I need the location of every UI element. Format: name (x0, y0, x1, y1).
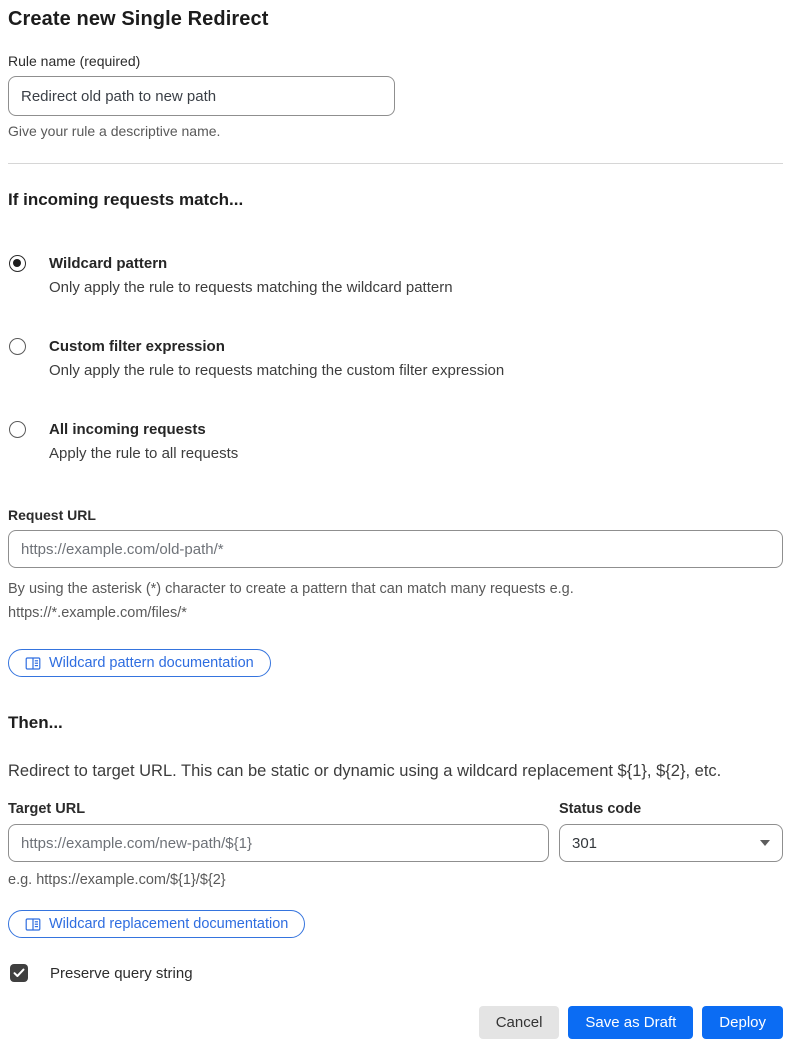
rule-name-label: Rule name (required) (8, 53, 141, 69)
status-code-value: 301 (572, 834, 598, 852)
then-section-heading: Then... (8, 713, 63, 732)
radio-button-icon[interactable] (9, 421, 26, 438)
then-description: Redirect to target URL. This can be static or dynamic using a wildcard replacement ${1}, ${2}, etc. (8, 762, 722, 780)
radio-option-label: Wildcard pattern (49, 255, 168, 272)
radio-option-description: Only apply the rule to requests matching the wildcard pattern (49, 279, 453, 296)
request-url-input[interactable] (8, 530, 783, 568)
match-type-radio-group (8, 254, 783, 465)
radio-option-label: Custom filter expression (49, 338, 225, 355)
radio-option-custom-filter[interactable] (8, 337, 783, 382)
target-url-help: e.g. https://example.com/${1}/${2} (8, 872, 226, 888)
radio-option-description: Apply the rule to all requests (49, 445, 239, 462)
target-url-input[interactable] (8, 824, 549, 862)
checkbox-checked-icon[interactable] (10, 964, 28, 982)
radio-button-icon[interactable] (9, 255, 26, 272)
doc-button-label: Wildcard replacement documentation (49, 916, 289, 932)
preserve-query-checkbox-row[interactable] (8, 964, 783, 982)
request-url-help (8, 577, 783, 625)
caret-down-icon (760, 840, 770, 846)
request-url-help-line2: https://*.example.com/files/* (8, 605, 187, 621)
radio-option-description: Only apply the rule to requests matching the custom filter expression (49, 362, 505, 379)
match-section-heading: If incoming requests match... (8, 190, 244, 209)
radio-option-all-requests[interactable] (8, 420, 783, 465)
preserve-query-label: Preserve query string (50, 964, 193, 982)
doc-button-label: Wildcard pattern documentation (49, 655, 254, 671)
wildcard-pattern-docs-button[interactable] (8, 649, 271, 677)
footer-actions (8, 1006, 783, 1039)
status-code-select[interactable] (559, 824, 783, 862)
check-icon (13, 968, 25, 978)
radio-option-label: All incoming requests (49, 421, 206, 438)
deploy-button[interactable]: Deploy (702, 1006, 783, 1039)
target-status-row (8, 801, 783, 888)
rule-name-help: Give your rule a descriptive name. (8, 123, 221, 139)
save-as-draft-button[interactable]: Save as Draft (568, 1006, 693, 1039)
wildcard-replacement-docs-button[interactable] (8, 910, 305, 938)
cancel-button[interactable]: Cancel (479, 1006, 560, 1039)
page-title: Create new Single Redirect (8, 8, 269, 30)
target-url-label: Target URL (8, 801, 86, 817)
book-icon (25, 917, 41, 932)
radio-option-wildcard-pattern[interactable] (8, 254, 783, 299)
request-url-label: Request URL (8, 507, 96, 523)
radio-button-icon[interactable] (9, 338, 26, 355)
request-url-help-line1: By using the asterisk (*) character to create a pattern that can match many requests e.g. (8, 581, 574, 597)
book-icon (25, 656, 41, 671)
section-divider (8, 163, 783, 164)
status-code-label: Status code (559, 801, 642, 817)
rule-name-input[interactable] (8, 76, 395, 116)
